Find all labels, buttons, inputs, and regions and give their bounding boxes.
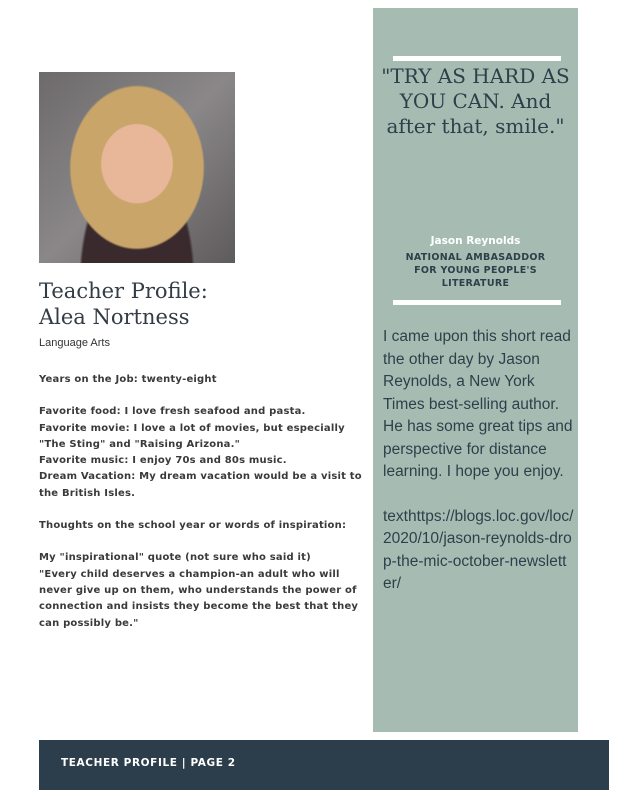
profile-details — [39, 372, 364, 648]
footer — [39, 740, 609, 790]
favorite-food: Favorite food: I love fresh seafood and pasta. — [39, 406, 306, 418]
title-line-2: Alea Nortness — [39, 305, 190, 329]
subject: Language Arts — [39, 337, 110, 349]
divider-top — [393, 56, 561, 61]
quote-author: Jason Reynolds — [430, 235, 521, 247]
dream-vacation: Dream Vacation: My dream vacation would be a visit to the British Isles. — [39, 471, 362, 499]
author-role — [373, 251, 578, 290]
title-line-1: Teacher Profile: — [39, 279, 208, 303]
sidebar-quote: "TRY AS HARD AS YOU CAN. And after that, smile." — [381, 64, 570, 138]
divider-bottom — [393, 300, 561, 305]
sidebar-paragraph: I came upon this short read the other day by Jason Reynolds, a New York Times best-selling author. He has some great tips and perspective for distance learning. I hope you enjoy. — [383, 328, 573, 480]
favorite-music: Favorite music: I enjoy 70s and 80s music. — [39, 455, 287, 467]
quote-sidebar — [373, 8, 578, 732]
quote-intro: My "inspirational" quote (not sure who said it) — [39, 552, 311, 564]
thoughts-heading: Thoughts on the school year or words of inspiration: — [39, 520, 347, 532]
teacher-photo — [39, 72, 235, 263]
inspirational-quote — [39, 550, 364, 631]
favorites — [39, 404, 364, 502]
quote-text: "Every child deserves a champion-an adult who will never give up on them, who understands the power of connection and insists they become the best that they can possibly be." — [39, 568, 359, 629]
page-title — [39, 278, 208, 330]
sidebar-body — [383, 326, 575, 618]
favorite-movie: Favorite movie: I love a lot of movies, but especially "The Sting" and "Raising Arizona." — [39, 422, 345, 450]
article-link[interactable]: texthttps://blogs.loc.gov/loc/2020/10/jason-reynolds-drop-the-mic-october-newsletter/ — [383, 507, 574, 592]
footer-label: TEACHER PROFILE | PAGE 2 — [61, 757, 236, 769]
years-on-job: Years on the Job: twenty-eight — [39, 374, 217, 385]
author-role-text: NATIONAL AMBASADDOR FOR YOUNG PEOPLE'S LITERATURE — [405, 252, 546, 289]
